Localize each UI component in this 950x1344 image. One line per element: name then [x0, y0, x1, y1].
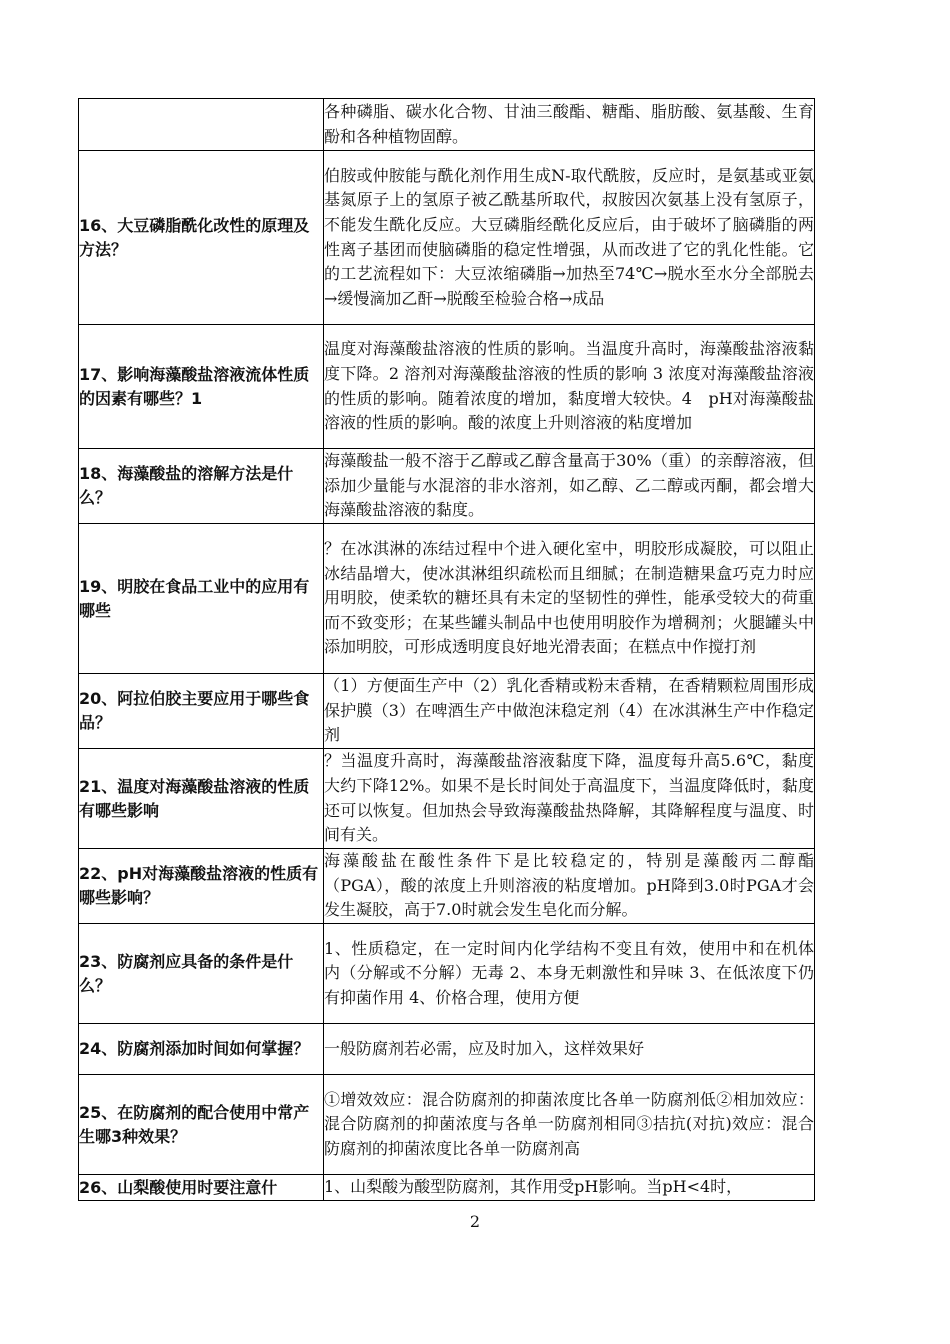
question-cell: 16、大豆磷脂酰化改性的原理及方法？	[79, 151, 324, 325]
answer-cell: 温度对海藻酸盐溶液的性质的影响。当温度升高时，海藻酸盐溶液黏度下降。2 溶剂对海藻酸盐溶液的性质的影响 3 浓度对海藻酸盐溶液的性质的影响。随着浓度的增加，黏度增大较快。4 pH对海藻酸盐溶液的性质的影响。酸的浓度上升则溶液的粘度增加	[324, 325, 815, 449]
page-number: 2	[469, 1212, 481, 1231]
question-cell: 21、温度对海藻酸盐溶液的性质有哪些影响	[79, 749, 324, 849]
answer-cell: ？在冰淇淋的冻结过程中个进入硬化室中，明胶形成凝胶，可以阻止冰结晶增大，使冰淇淋组织疏松而且细腻；在制造糖果盒巧克力时应用明胶，使柔软的糖坯具有未定的坚韧性的弹性，能承受较大的荷重而不致变形；在某些罐头制品中也使用明胶作为增稠剂；火腿罐头中添加明胶，可形成透明度良好地光滑表面；在糕点中作搅打剂	[324, 524, 815, 674]
answer-cell: 1、山梨酸为酸型防腐剂，其作用受pH影响。当pH<4时，	[324, 1175, 815, 1201]
answer-cell: 伯胺或仲胺能与酰化剂作用生成N-取代酰胺，反应时，是氨基或亚氨基氮原子上的氢原子被乙酰基所取代，叔胺因次氨基上没有氢原子，不能发生酰化反应。大豆磷脂经酰化反应后，由于破坏了脑磷脂的两性离子基团而使脑磷脂的稳定性增强，从而改进了它的乳化性能。它的工艺流程如下：大豆浓缩磷脂→加热至74℃→脱水至水分全部脱去→缓慢滴加乙酐→脱酸至检验合格→成品	[324, 151, 815, 325]
question-cell: 18、海藻酸盐的溶解方法是什么？	[79, 449, 324, 524]
table-row	[79, 674, 815, 749]
question-cell: 24、防腐剂添加时间如何掌握？	[79, 1024, 324, 1075]
question-cell: 17、影响海藻酸盐溶液流体性质的因素有哪些？1	[79, 325, 324, 449]
answer-cell: 海藻酸盐一般不溶于乙醇或乙醇含量高于30%（重）的亲醇溶液，但添加少量能与水混溶的非水溶剂，如乙醇、乙二醇或丙酮，都会增大海藻酸盐溶液的黏度。	[324, 449, 815, 524]
answer-cell: 1、性质稳定，在一定时间内化学结构不变且有效，使用中和在机体内（分解或不分解）无毒 2、本身无刺激性和异味 3、在低浓度下仍有抑菌作用 4、价格合理，使用方便	[324, 924, 815, 1024]
qa-table	[78, 98, 815, 1201]
answer-cell: ？当温度升高时，海藻酸盐溶液黏度下降，温度每升高5.6℃，黏度大约下降12%。如果不是长时间处于高温度下，当温度降低时，黏度还可以恢复。但加热会导致海藻酸盐热降解，其降解程度与温度、时间有关。	[324, 749, 815, 849]
question-cell: 26、山梨酸使用时要注意什	[79, 1175, 324, 1201]
table-row	[79, 99, 815, 151]
table-row	[79, 524, 815, 674]
answer-cell: 一般防腐剂若必需，应及时加入，这样效果好	[324, 1024, 815, 1075]
question-cell: 19、明胶在食品工业中的应用有哪些	[79, 524, 324, 674]
table-row	[79, 849, 815, 924]
table-row	[79, 1024, 815, 1075]
table-row	[79, 1175, 815, 1201]
answer-cell: （1）方便面生产中（2）乳化香精或粉末香精，在香精颗粒周围形成保护膜（3）在啤酒生产中做泡沫稳定剂（4）在冰淇淋生产中作稳定剂	[324, 674, 815, 749]
answer-cell: 各种磷脂、碳水化合物、甘油三酸酯、糖酯、脂肪酸、氨基酸、生育酚和各种植物固醇。	[324, 99, 815, 151]
answer-cell: 海藻酸盐在酸性条件下是比较稳定的，特别是藻酸丙二醇酯（PGA），酸的浓度上升则溶液的粘度增加。pH降到3.0时PGA才会发生凝胶，高于7.0时就会发生皂化而分解。	[324, 849, 815, 924]
table-row	[79, 1075, 815, 1175]
table-row	[79, 749, 815, 849]
question-cell	[79, 99, 324, 151]
question-cell: 25、在防腐剂的配合使用中常产生哪3种效果？	[79, 1075, 324, 1175]
table-row	[79, 924, 815, 1024]
table-row	[79, 325, 815, 449]
table-row	[79, 449, 815, 524]
question-cell: 22、pH对海藻酸盐溶液的性质有哪些影响？	[79, 849, 324, 924]
table-row	[79, 151, 815, 325]
answer-cell: ①增效效应：混合防腐剂的抑菌浓度比各单一防腐剂低②相加效应：混合防腐剂的抑菌浓度与各单一防腐剂相同③拮抗(对抗)效应：混合防腐剂的抑菌浓度比各单一防腐剂高	[324, 1075, 815, 1175]
question-cell: 20、阿拉伯胶主要应用于哪些食品？	[79, 674, 324, 749]
question-cell: 23、防腐剂应具备的条件是什么？	[79, 924, 324, 1024]
